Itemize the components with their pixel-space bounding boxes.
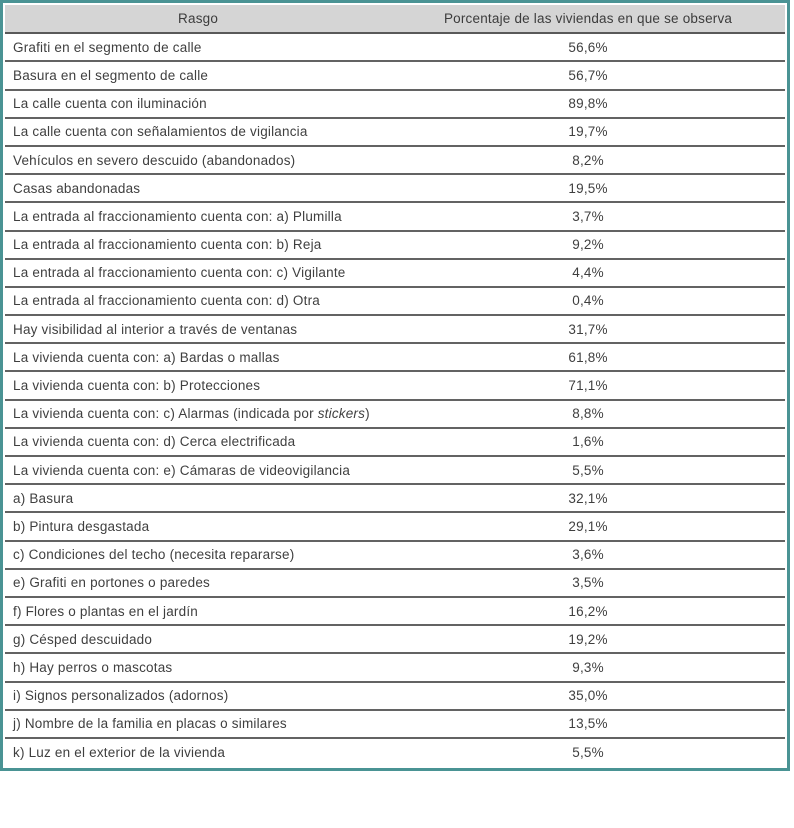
table-row [5,597,785,625]
value-cell: 19,7% [391,118,785,146]
table-row [5,61,785,89]
feature-cell: c) Condiciones del techo (necesita repararse) [5,541,391,569]
table-row [5,343,785,371]
table-row [5,174,785,202]
value-cell: 5,5% [391,738,785,766]
feature-cell: Grafiti en el segmento de calle [5,33,391,61]
value-cell: 89,8% [391,90,785,118]
table-row [5,259,785,287]
table-row [5,653,785,681]
value-cell: 4,4% [391,259,785,287]
feature-cell: h) Hay perros o mascotas [5,653,391,681]
feature-cell: La entrada al fraccionamiento cuenta con: b) Reja [5,231,391,259]
table-row [5,484,785,512]
value-cell: 9,2% [391,231,785,259]
feature-cell: La vivienda cuenta con: a) Bardas o mallas [5,343,391,371]
feature-cell: La vivienda cuenta con: c) Alarmas (indicada por stickers) [5,400,391,428]
table-row [5,428,785,456]
value-cell: 5,5% [391,456,785,484]
table-row [5,625,785,653]
value-cell: 56,6% [391,33,785,61]
feature-cell: Vehículos en severo descuido (abandonados) [5,146,391,174]
value-cell: 19,5% [391,174,785,202]
value-cell: 1,6% [391,428,785,456]
value-cell: 3,7% [391,202,785,230]
table-row [5,456,785,484]
table-row [5,541,785,569]
table-body [5,33,785,766]
feature-cell: e) Grafiti en portones o paredes [5,569,391,597]
feature-cell: g) Césped descuidado [5,625,391,653]
value-cell: 71,1% [391,371,785,399]
table-row [5,400,785,428]
table-row [5,118,785,146]
feature-cell: La entrada al fraccionamiento cuenta con: d) Otra [5,287,391,315]
value-cell: 61,8% [391,343,785,371]
feature-cell: La vivienda cuenta con: e) Cámaras de videovigilancia [5,456,391,484]
table-row [5,569,785,597]
value-cell: 8,8% [391,400,785,428]
feature-cell: f) Flores o plantas en el jardín [5,597,391,625]
table-row [5,287,785,315]
table-row [5,231,785,259]
table-row [5,33,785,61]
feature-cell: i) Signos personalizados (adornos) [5,682,391,710]
table-row [5,146,785,174]
value-cell: 56,7% [391,61,785,89]
table-row [5,315,785,343]
feature-cell: La calle cuenta con señalamientos de vigilancia [5,118,391,146]
value-cell: 0,4% [391,287,785,315]
column-header-porcentaje: Porcentaje de las viviendas en que se observa [391,5,785,33]
feature-cell: Basura en el segmento de calle [5,61,391,89]
feature-cell: La entrada al fraccionamiento cuenta con: c) Vigilante [5,259,391,287]
feature-cell: Hay visibilidad al interior a través de ventanas [5,315,391,343]
value-cell: 13,5% [391,710,785,738]
feature-cell: k) Luz en el exterior de la vivienda [5,738,391,766]
value-cell: 16,2% [391,597,785,625]
feature-cell: Casas abandonadas [5,174,391,202]
feature-cell: a) Basura [5,484,391,512]
value-cell: 19,2% [391,625,785,653]
value-cell: 3,5% [391,569,785,597]
value-cell: 3,6% [391,541,785,569]
table-row [5,738,785,766]
feature-cell: La vivienda cuenta con: d) Cerca electrificada [5,428,391,456]
value-cell: 32,1% [391,484,785,512]
feature-cell: La entrada al fraccionamiento cuenta con: a) Plumilla [5,202,391,230]
feature-cell: j) Nombre de la familia en placas o similares [5,710,391,738]
value-cell: 8,2% [391,146,785,174]
table-row [5,682,785,710]
table-row [5,371,785,399]
value-cell: 9,3% [391,653,785,681]
table-row [5,512,785,540]
value-cell: 35,0% [391,682,785,710]
header-row [5,5,785,33]
table-row [5,710,785,738]
column-header-rasgo: Rasgo [5,5,391,33]
table-row [5,202,785,230]
table-row [5,90,785,118]
features-table [5,5,785,766]
feature-cell: La calle cuenta con iluminación [5,90,391,118]
feature-cell: b) Pintura desgastada [5,512,391,540]
feature-cell: La vivienda cuenta con: b) Protecciones [5,371,391,399]
value-cell: 29,1% [391,512,785,540]
value-cell: 31,7% [391,315,785,343]
